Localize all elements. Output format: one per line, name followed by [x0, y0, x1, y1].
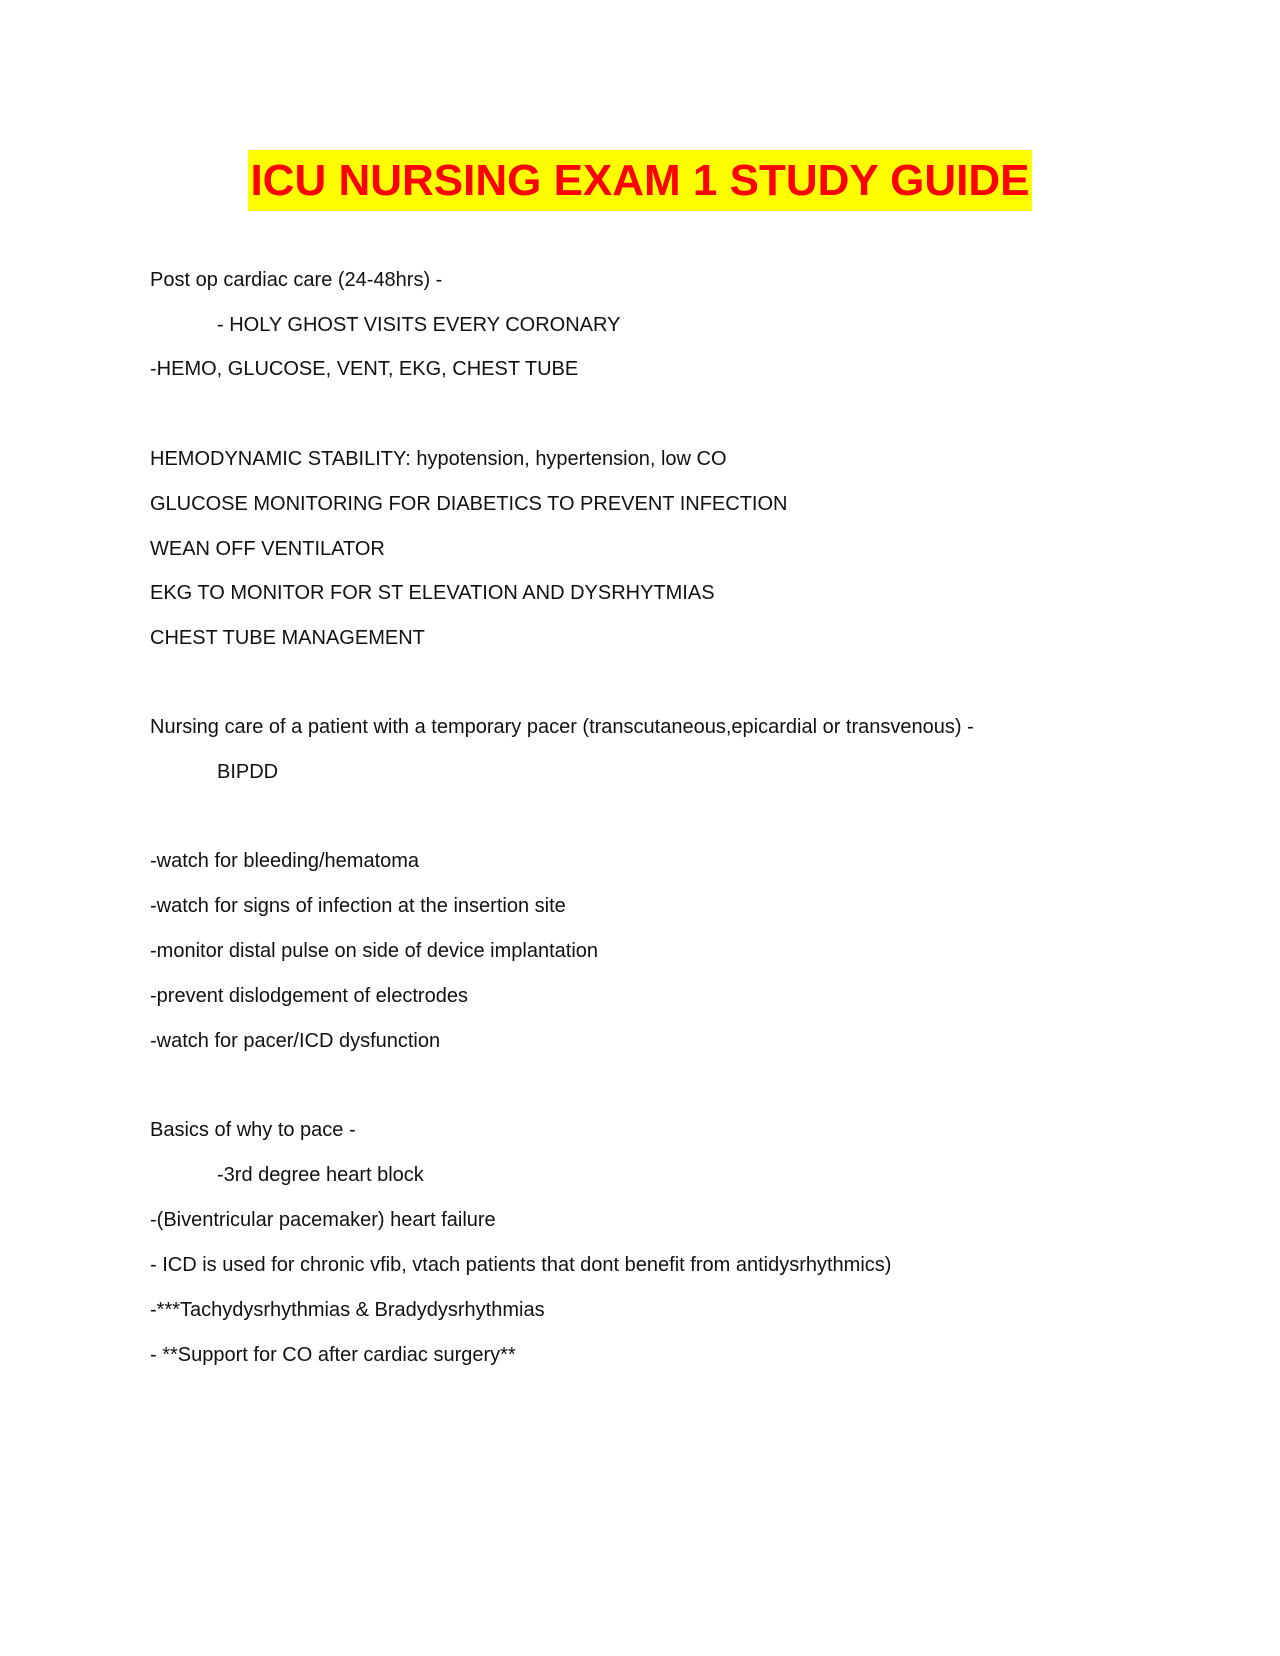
post-op-item: GLUCOSE MONITORING FOR DIABETICS TO PREVENT INFECTION — [150, 493, 788, 515]
post-op-item: CHEST TUBE MANAGEMENT — [150, 627, 425, 649]
why-pace-item: -(Biventricular pacemaker) heart failure — [150, 1209, 496, 1231]
post-op-item: HEMODYNAMIC STABILITY: hypotension, hypertension, low CO — [150, 448, 727, 470]
post-op-heading: Post op cardiac care (24-48hrs) - — [150, 269, 443, 291]
why-pace-first: -3rd degree heart block — [217, 1164, 424, 1186]
pacer-care-item: -watch for bleeding/hematoma — [150, 850, 420, 872]
pacer-care-mnemonic: BIPDD — [217, 761, 279, 783]
pacer-care-item: -monitor distal pulse on side of device implantation — [150, 940, 599, 962]
pacer-care-item: -watch for pacer/ICD dysfunction — [150, 1030, 441, 1052]
title-container — [0, 150, 1280, 211]
why-pace-item: -***Tachydysrhythmias & Bradydysrhythmias — [150, 1299, 545, 1321]
pacer-care-item: -watch for signs of infection at the insertion site — [150, 895, 566, 917]
why-pace-item: - ICD is used for chronic vfib, vtach patients that dont benefit from antidysrhythmics) — [150, 1254, 892, 1276]
page-title: ICU NURSING EXAM 1 STUDY GUIDE — [248, 150, 1031, 211]
why-pace-heading: Basics of why to pace - — [150, 1119, 356, 1141]
why-pace-item: - **Support for CO after cardiac surgery** — [150, 1344, 516, 1366]
pacer-care-heading: Nursing care of a patient with a temporary pacer (transcutaneous,epicardial or transvenous) - — [150, 716, 974, 738]
post-op-item: WEAN OFF VENTILATOR — [150, 538, 385, 560]
post-op-mnemonic: - HOLY GHOST VISITS EVERY CORONARY — [217, 314, 621, 336]
post-op-item: EKG TO MONITOR FOR ST ELEVATION AND DYSRHYTMIAS — [150, 582, 715, 604]
pacer-care-item: -prevent dislodgement of electrodes — [150, 985, 468, 1007]
post-op-expansion: -HEMO, GLUCOSE, VENT, EKG, CHEST TUBE — [150, 358, 579, 380]
